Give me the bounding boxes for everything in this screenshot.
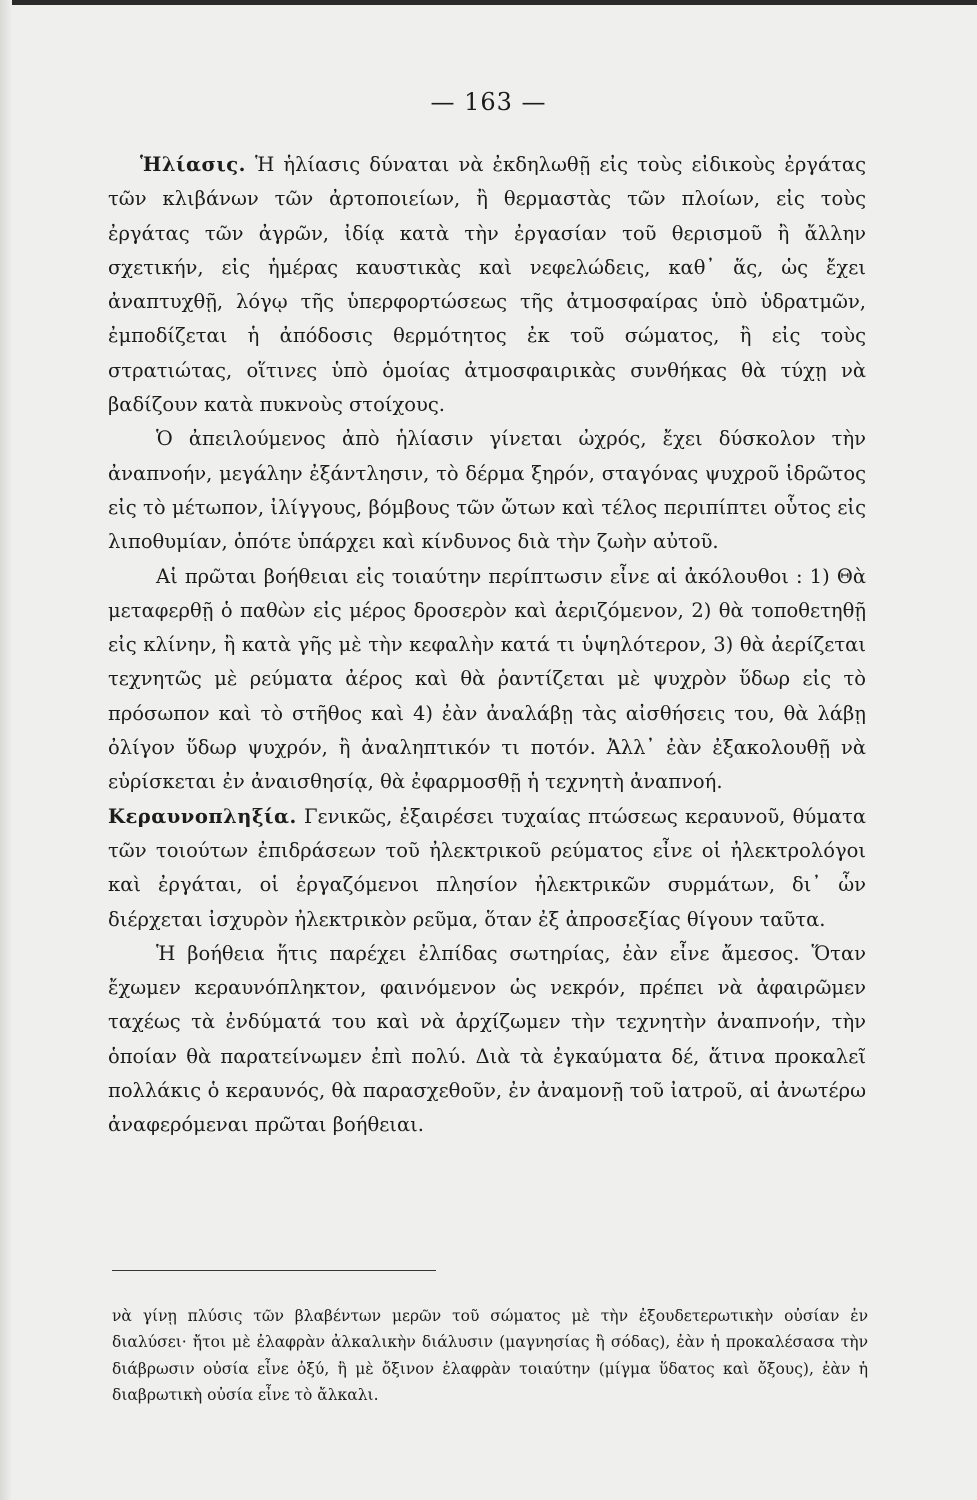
scan-top-edge [0,0,977,5]
paragraph-text: Ἡ ἡλίασις δύναται νὰ ἐκδηλωθῇ εἰς τοὺς εἰδικοὺς ἐργάτας τῶν κλιβάνων τῶν ἀρτοποιείων, ἢ θερμαστὰς τῶν πλοίων, εἰς τοὺς ἐργάτας τῶν ἀγρῶν, ἰδίᾳ κατὰ τὴν ἐργασίαν τοῦ θερισμοῦ ἢ ἄλλην σχετικήν, εἰς ἡμέρας καυστικὰς καὶ νεφελώδεις, καθ᾽ ἅς, ὡς ἔχει ἀναπτυχθῇ, λόγῳ τῆς ὑπερφορτώσεως τῆς ἀτμοσφαίρας ὑπὸ ὑδρατμῶν, ἐμποδίζεται ἡ ἀπόδοσις θερμότητος ἐκ τοῦ σώματος, ἢ εἰς τοὺς στρατιώτας, οἵτινες ὑπὸ ὁμοίας ἀτμοσφαιρικὰς συνθήκας θὰ τύχῃ νὰ βαδίζουν κατὰ πυκνοὺς στοίχους. [108,153,866,417]
section-heading-lightning: Κεραυνοπληξία. [108,804,297,828]
footnote: νὰ γίνῃ πλύσις τῶν βλαβέντων μερῶν τοῦ σώματος μὲ τὴν ἐξουδετερωτικὴν οὐσίαν ἐν διαλύσει· ἤτοι μὲ ἐλαφρὰν ἀλκαλικὴν διάλυσιν (μαγνησίας ἢ σόδας), ἐὰν ἡ προκαλέσασα τὴν διάβρωσιν οὐσία εἶνε ὀξύ, ἢ μὲ ὄξινον ἐλαφρὰν τοιαύτην (μίγμα ὕδατος καὶ ὄξους), ἐὰν ἡ διαβρωτικὴ οὐσία εἶνε τὸ ἄλκαλι. [112,1307,868,1405]
paragraph-heliasis-first-aid: Αἱ πρῶται βοήθειαι εἰς τοιαύτην περίπτωσιν εἶνε αἱ ἀκόλουθοι : 1) Θὰ μεταφερθῇ ὁ παθὼν εἰς μέρος δροσερὸν καὶ ἀεριζόμενον, 2) θὰ τοποθετηθῇ εἰς κλίνην, ἢ κατὰ γῆς μὲ τὴν κεφαλὴν κατά τι ὑψηλότερον, 3) θὰ ἀερίζεται τεχνητῶς μὲ ρεύματα ἀέρος καὶ θὰ ῥαντίζεται μὲ ψυχρὸν ὕδωρ εἰς τὸ πρόσωπον καὶ τὸ στῆθος καὶ 4) ἐὰν ἀναλάβῃ τὰς αἰσθήσεις του, θὰ λάβῃ ὀλίγον ὕδωρ ψυχρόν, ἢ ἀναληπτικόν τι ποτόν. Ἀλλ᾽ ἐὰν ἐξακολουθῇ νὰ εὑρίσκεται ἐν ἀναισθησίᾳ, θὰ ἐφαρμοσθῇ ἡ τεχνητὴ ἀναπνοή. [108,564,866,794]
scan-left-margin [0,0,12,1500]
paragraph-text: Γενικῶς, ἐξαιρέσει τυχαίας πτώσεως κεραυνοῦ, θύματα τῶν τοιούτων ἐπιδράσεων τοῦ ἠλεκτρικοῦ ρεύματος εἶνε οἱ ἠλεκτρολόγοι καὶ ἐργάται, οἱ ἐργαζόμενοι πλησίον ἠλεκτρικῶν συρμάτων, δι᾽ ὧν διέρχεται ἰσχυρὸν ἠλεκτρικὸν ρεῦμα, ὅταν ἐξ ἀπροσεξίας θίγουν ταῦτα. [108,804,866,931]
paragraph-heliasis-intro [108,148,866,422]
main-text [108,148,866,1143]
page-number: — 163 — [430,88,547,116]
section-heading-heliasis: Ἡλίασις. [140,153,246,176]
paragraph-lightning-intro [108,800,866,937]
paragraph-lightning-aid: Ἡ βοήθεια ἥτις παρέχει ἐλπίδας σωτηρίας, ἐὰν εἶνε ἄμεσος. Ὅταν ἔχωμεν κεραυνόπληκτον, φαινόμενον ὡς νεκρόν, πρέπει νὰ ἀφαιρῶμεν ταχέως τὰ ἐνδύματά του καὶ νὰ ἀρχίζωμεν τὴν τεχνητὴν ἀναπνοήν, τὴν ὁποίαν θὰ παρατείνωμεν ἐπὶ πολύ. Διὰ τὰ ἐγκαύματα δέ, ἅτινα προκαλεῖ πολλάκις ὁ κεραυνός, θὰ παρασχεθοῦν, ἐν ἀναμονῇ τοῦ ἰατροῦ, αἱ ἀνωτέρω ἀναφερόμεναι πρῶται βοήθειαι. [108,941,866,1137]
footnote-divider [112,1270,436,1271]
paragraph-heliasis-symptoms: Ὁ ἀπειλούμενος ἀπὸ ἡλίασιν γίνεται ὠχρός, ἔχει δύσκολον τὴν ἀναπνοήν, μεγάλην ἐξάντλησιν, τὸ δέρμα ξηρόν, σταγόνας ψυχροῦ ἱδρῶτος εἰς τὸ μέτωπον, ἰλίγγους, βόμβους τῶν ὤτων καὶ τέλος περιπίπτει οὗτος εἰς λιποθυμίαν, ὁπότε ὑπάρχει καὶ κίνδυνος διὰ τὴν ζωὴν αὐτοῦ. [108,427,866,554]
